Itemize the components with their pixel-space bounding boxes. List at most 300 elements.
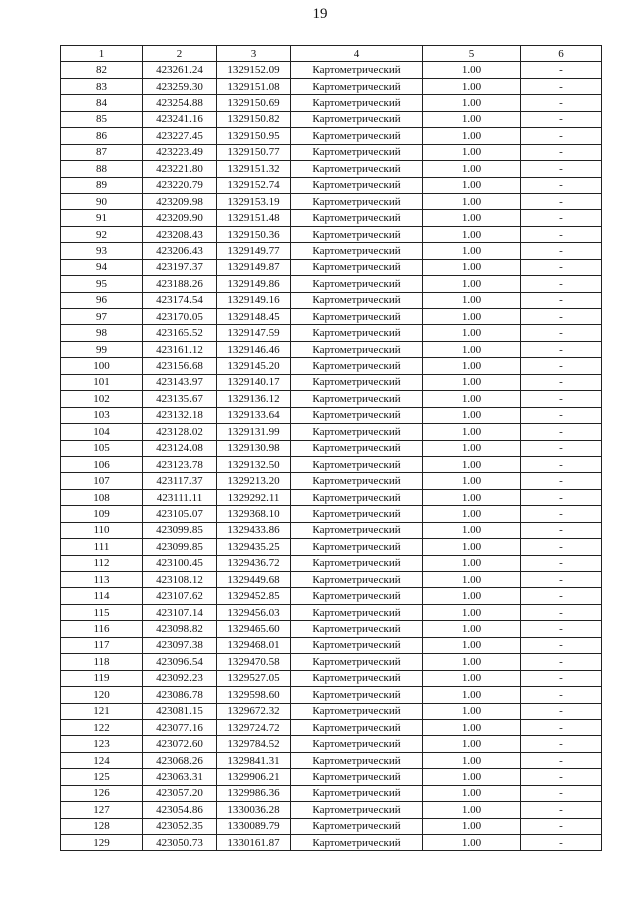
point-number-cell: 118	[61, 654, 143, 670]
description-cell: -	[521, 391, 602, 407]
description-cell: -	[521, 358, 602, 374]
table-row	[61, 292, 602, 308]
method-cell: Картометрический	[291, 539, 423, 555]
table-row	[61, 325, 602, 341]
point-number-cell: 120	[61, 687, 143, 703]
table-row	[61, 818, 602, 834]
method-cell: Картометрический	[291, 473, 423, 489]
point-number-cell: 112	[61, 555, 143, 571]
y-coordinate-cell: 1329150.77	[217, 144, 291, 160]
point-number-cell: 89	[61, 177, 143, 193]
description-cell: -	[521, 687, 602, 703]
x-coordinate-cell: 423057.20	[143, 785, 217, 801]
description-cell: -	[521, 456, 602, 472]
method-cell: Картометрический	[291, 522, 423, 538]
y-coordinate-cell: 1329449.68	[217, 572, 291, 588]
accuracy-cell: 1.00	[423, 161, 521, 177]
y-coordinate-cell: 1329152.74	[217, 177, 291, 193]
point-number-cell: 127	[61, 802, 143, 818]
point-number-cell: 128	[61, 818, 143, 834]
table-row	[61, 456, 602, 472]
column-header: 5	[423, 46, 521, 62]
description-cell: -	[521, 637, 602, 653]
y-coordinate-cell: 1329149.16	[217, 292, 291, 308]
accuracy-cell: 1.00	[423, 292, 521, 308]
method-cell: Картометрический	[291, 785, 423, 801]
x-coordinate-cell: 423098.82	[143, 621, 217, 637]
header-row	[61, 46, 602, 62]
x-coordinate-cell: 423174.54	[143, 292, 217, 308]
method-cell: Картометрический	[291, 341, 423, 357]
accuracy-cell: 1.00	[423, 539, 521, 555]
method-cell: Картометрический	[291, 489, 423, 505]
description-cell: -	[521, 424, 602, 440]
x-coordinate-cell: 423097.38	[143, 637, 217, 653]
x-coordinate-cell: 423221.80	[143, 161, 217, 177]
accuracy-cell: 1.00	[423, 177, 521, 193]
x-coordinate-cell: 423206.43	[143, 243, 217, 259]
point-number-cell: 119	[61, 670, 143, 686]
point-number-cell: 98	[61, 325, 143, 341]
accuracy-cell: 1.00	[423, 259, 521, 275]
accuracy-cell: 1.00	[423, 785, 521, 801]
description-cell: -	[521, 785, 602, 801]
y-coordinate-cell: 1330089.79	[217, 818, 291, 834]
method-cell: Картометрический	[291, 210, 423, 226]
table-row	[61, 637, 602, 653]
point-number-cell: 104	[61, 424, 143, 440]
description-cell: -	[521, 78, 602, 94]
y-coordinate-cell: 1329148.45	[217, 309, 291, 325]
point-number-cell: 108	[61, 489, 143, 505]
point-number-cell: 91	[61, 210, 143, 226]
method-cell: Картометрический	[291, 637, 423, 653]
point-number-cell: 109	[61, 506, 143, 522]
y-coordinate-cell: 1330036.28	[217, 802, 291, 818]
accuracy-cell: 1.00	[423, 687, 521, 703]
method-cell: Картометрический	[291, 670, 423, 686]
accuracy-cell: 1.00	[423, 555, 521, 571]
y-coordinate-cell: 1329986.36	[217, 785, 291, 801]
accuracy-cell: 1.00	[423, 341, 521, 357]
table-row	[61, 62, 602, 78]
description-cell: -	[521, 276, 602, 292]
description-cell: -	[521, 374, 602, 390]
accuracy-cell: 1.00	[423, 802, 521, 818]
description-cell: -	[521, 193, 602, 209]
y-coordinate-cell: 1329435.25	[217, 539, 291, 555]
method-cell: Картометрический	[291, 736, 423, 752]
y-coordinate-cell: 1329145.20	[217, 358, 291, 374]
table-row	[61, 210, 602, 226]
description-cell: -	[521, 835, 602, 851]
table-row	[61, 670, 602, 686]
y-coordinate-cell: 1329672.32	[217, 703, 291, 719]
accuracy-cell: 1.00	[423, 637, 521, 653]
description-cell: -	[521, 802, 602, 818]
table-row	[61, 309, 602, 325]
column-header: 6	[521, 46, 602, 62]
y-coordinate-cell: 1329151.32	[217, 161, 291, 177]
description-cell: -	[521, 95, 602, 111]
x-coordinate-cell: 423107.14	[143, 604, 217, 620]
y-coordinate-cell: 1329140.17	[217, 374, 291, 390]
method-cell: Картометрический	[291, 161, 423, 177]
point-number-cell: 115	[61, 604, 143, 620]
x-coordinate-cell: 423072.60	[143, 736, 217, 752]
table-row	[61, 719, 602, 735]
description-cell: -	[521, 621, 602, 637]
point-number-cell: 85	[61, 111, 143, 127]
description-cell: -	[521, 210, 602, 226]
accuracy-cell: 1.00	[423, 456, 521, 472]
method-cell: Картометрический	[291, 588, 423, 604]
accuracy-cell: 1.00	[423, 78, 521, 94]
page-number: 19	[312, 6, 328, 22]
point-number-cell: 122	[61, 719, 143, 735]
y-coordinate-cell: 1329150.36	[217, 226, 291, 242]
column-header: 3	[217, 46, 291, 62]
point-number-cell: 100	[61, 358, 143, 374]
method-cell: Картометрический	[291, 752, 423, 768]
point-number-cell: 106	[61, 456, 143, 472]
table-row	[61, 341, 602, 357]
y-coordinate-cell: 1329149.87	[217, 259, 291, 275]
point-number-cell: 86	[61, 128, 143, 144]
method-cell: Картометрический	[291, 703, 423, 719]
description-cell: -	[521, 407, 602, 423]
method-cell: Картометрический	[291, 292, 423, 308]
method-cell: Картометрический	[291, 555, 423, 571]
accuracy-cell: 1.00	[423, 703, 521, 719]
method-cell: Картометрический	[291, 818, 423, 834]
accuracy-cell: 1.00	[423, 522, 521, 538]
description-cell: -	[521, 177, 602, 193]
y-coordinate-cell: 1329150.69	[217, 95, 291, 111]
accuracy-cell: 1.00	[423, 276, 521, 292]
table-row	[61, 177, 602, 193]
accuracy-cell: 1.00	[423, 835, 521, 851]
y-coordinate-cell: 1329132.50	[217, 456, 291, 472]
method-cell: Картометрический	[291, 719, 423, 735]
y-coordinate-cell: 1329436.72	[217, 555, 291, 571]
y-coordinate-cell: 1329149.77	[217, 243, 291, 259]
point-number-cell: 103	[61, 407, 143, 423]
accuracy-cell: 1.00	[423, 111, 521, 127]
x-coordinate-cell: 423123.78	[143, 456, 217, 472]
accuracy-cell: 1.00	[423, 752, 521, 768]
point-number-cell: 117	[61, 637, 143, 653]
description-cell: -	[521, 654, 602, 670]
point-number-cell: 82	[61, 62, 143, 78]
point-number-cell: 99	[61, 341, 143, 357]
point-number-cell: 102	[61, 391, 143, 407]
y-coordinate-cell: 1329130.98	[217, 440, 291, 456]
y-coordinate-cell: 1329133.64	[217, 407, 291, 423]
x-coordinate-cell: 423128.02	[143, 424, 217, 440]
point-number-cell: 105	[61, 440, 143, 456]
accuracy-cell: 1.00	[423, 440, 521, 456]
point-number-cell: 113	[61, 572, 143, 588]
description-cell: -	[521, 325, 602, 341]
description-cell: -	[521, 719, 602, 735]
accuracy-cell: 1.00	[423, 769, 521, 785]
y-coordinate-cell: 1329906.21	[217, 769, 291, 785]
x-coordinate-cell: 423108.12	[143, 572, 217, 588]
y-coordinate-cell: 1329452.85	[217, 588, 291, 604]
method-cell: Картометрический	[291, 424, 423, 440]
y-coordinate-cell: 1329598.60	[217, 687, 291, 703]
accuracy-cell: 1.00	[423, 62, 521, 78]
method-cell: Картометрический	[291, 407, 423, 423]
y-coordinate-cell: 1329433.86	[217, 522, 291, 538]
y-coordinate-cell: 1330161.87	[217, 835, 291, 851]
x-coordinate-cell: 423052.35	[143, 818, 217, 834]
method-cell: Картометрический	[291, 259, 423, 275]
description-cell: -	[521, 539, 602, 555]
x-coordinate-cell: 423241.16	[143, 111, 217, 127]
y-coordinate-cell: 1329149.86	[217, 276, 291, 292]
x-coordinate-cell: 423188.26	[143, 276, 217, 292]
x-coordinate-cell: 423156.68	[143, 358, 217, 374]
table-row	[61, 588, 602, 604]
y-coordinate-cell: 1329131.99	[217, 424, 291, 440]
point-number-cell: 111	[61, 539, 143, 555]
point-number-cell: 94	[61, 259, 143, 275]
y-coordinate-cell: 1329151.48	[217, 210, 291, 226]
x-coordinate-cell: 423099.85	[143, 539, 217, 555]
description-cell: -	[521, 703, 602, 719]
description-cell: -	[521, 128, 602, 144]
accuracy-cell: 1.00	[423, 604, 521, 620]
point-number-cell: 124	[61, 752, 143, 768]
table-row	[61, 391, 602, 407]
accuracy-cell: 1.00	[423, 621, 521, 637]
method-cell: Картометрический	[291, 193, 423, 209]
table-row	[61, 835, 602, 851]
x-coordinate-cell: 423068.26	[143, 752, 217, 768]
description-cell: -	[521, 522, 602, 538]
accuracy-cell: 1.00	[423, 670, 521, 686]
x-coordinate-cell: 423209.90	[143, 210, 217, 226]
x-coordinate-cell: 423223.49	[143, 144, 217, 160]
table-row	[61, 703, 602, 719]
y-coordinate-cell: 1329456.03	[217, 604, 291, 620]
description-cell: -	[521, 111, 602, 127]
accuracy-cell: 1.00	[423, 144, 521, 160]
table-row	[61, 654, 602, 670]
accuracy-cell: 1.00	[423, 193, 521, 209]
x-coordinate-cell: 423135.67	[143, 391, 217, 407]
table-row	[61, 489, 602, 505]
description-cell: -	[521, 473, 602, 489]
y-coordinate-cell: 1329724.72	[217, 719, 291, 735]
method-cell: Картометрический	[291, 78, 423, 94]
accuracy-cell: 1.00	[423, 489, 521, 505]
x-coordinate-cell: 423100.45	[143, 555, 217, 571]
table-row	[61, 785, 602, 801]
table-row	[61, 736, 602, 752]
table-row	[61, 243, 602, 259]
table-row	[61, 259, 602, 275]
point-number-cell: 83	[61, 78, 143, 94]
table-row	[61, 78, 602, 94]
table-row	[61, 144, 602, 160]
accuracy-cell: 1.00	[423, 654, 521, 670]
method-cell: Картометрический	[291, 243, 423, 259]
y-coordinate-cell: 1329136.12	[217, 391, 291, 407]
x-coordinate-cell: 423209.98	[143, 193, 217, 209]
x-coordinate-cell: 423081.15	[143, 703, 217, 719]
y-coordinate-cell: 1329153.19	[217, 193, 291, 209]
y-coordinate-cell: 1329368.10	[217, 506, 291, 522]
point-number-cell: 96	[61, 292, 143, 308]
x-coordinate-cell: 423077.16	[143, 719, 217, 735]
table-row	[61, 424, 602, 440]
x-coordinate-cell: 423259.30	[143, 78, 217, 94]
accuracy-cell: 1.00	[423, 309, 521, 325]
point-number-cell: 107	[61, 473, 143, 489]
point-number-cell: 95	[61, 276, 143, 292]
x-coordinate-cell: 423208.43	[143, 226, 217, 242]
table-row	[61, 193, 602, 209]
column-header: 2	[143, 46, 217, 62]
description-cell: -	[521, 440, 602, 456]
description-cell: -	[521, 226, 602, 242]
accuracy-cell: 1.00	[423, 95, 521, 111]
y-coordinate-cell: 1329151.08	[217, 78, 291, 94]
y-coordinate-cell: 1329470.58	[217, 654, 291, 670]
table-row	[61, 687, 602, 703]
table-row	[61, 440, 602, 456]
x-coordinate-cell: 423170.05	[143, 309, 217, 325]
column-header: 1	[61, 46, 143, 62]
y-coordinate-cell: 1329150.82	[217, 111, 291, 127]
table-row	[61, 374, 602, 390]
method-cell: Картометрический	[291, 440, 423, 456]
x-coordinate-cell: 423124.08	[143, 440, 217, 456]
method-cell: Картометрический	[291, 456, 423, 472]
accuracy-cell: 1.00	[423, 325, 521, 341]
method-cell: Картометрический	[291, 128, 423, 144]
point-number-cell: 110	[61, 522, 143, 538]
description-cell: -	[521, 341, 602, 357]
method-cell: Картометрический	[291, 391, 423, 407]
accuracy-cell: 1.00	[423, 588, 521, 604]
point-number-cell: 93	[61, 243, 143, 259]
method-cell: Картометрический	[291, 111, 423, 127]
description-cell: -	[521, 769, 602, 785]
method-cell: Картометрический	[291, 654, 423, 670]
y-coordinate-cell: 1329468.01	[217, 637, 291, 653]
description-cell: -	[521, 818, 602, 834]
y-coordinate-cell: 1329292.11	[217, 489, 291, 505]
method-cell: Картометрический	[291, 276, 423, 292]
x-coordinate-cell: 423054.86	[143, 802, 217, 818]
table-row	[61, 473, 602, 489]
accuracy-cell: 1.00	[423, 473, 521, 489]
y-coordinate-cell: 1329784.52	[217, 736, 291, 752]
table-row	[61, 802, 602, 818]
table-row	[61, 752, 602, 768]
x-coordinate-cell: 423107.62	[143, 588, 217, 604]
x-coordinate-cell: 423132.18	[143, 407, 217, 423]
table-row	[61, 539, 602, 555]
accuracy-cell: 1.00	[423, 736, 521, 752]
point-number-cell: 129	[61, 835, 143, 851]
accuracy-cell: 1.00	[423, 424, 521, 440]
table-row	[61, 95, 602, 111]
description-cell: -	[521, 506, 602, 522]
x-coordinate-cell: 423063.31	[143, 769, 217, 785]
coordinates-table	[60, 45, 602, 851]
table-row	[61, 407, 602, 423]
y-coordinate-cell: 1329841.31	[217, 752, 291, 768]
table-row	[61, 604, 602, 620]
x-coordinate-cell: 423105.07	[143, 506, 217, 522]
point-number-cell: 92	[61, 226, 143, 242]
y-coordinate-cell: 1329465.60	[217, 621, 291, 637]
description-cell: -	[521, 736, 602, 752]
method-cell: Картометрический	[291, 621, 423, 637]
y-coordinate-cell: 1329213.20	[217, 473, 291, 489]
description-cell: -	[521, 62, 602, 78]
accuracy-cell: 1.00	[423, 358, 521, 374]
method-cell: Картометрический	[291, 835, 423, 851]
method-cell: Картометрический	[291, 687, 423, 703]
description-cell: -	[521, 670, 602, 686]
table-row	[61, 769, 602, 785]
description-cell: -	[521, 489, 602, 505]
accuracy-cell: 1.00	[423, 374, 521, 390]
description-cell: -	[521, 572, 602, 588]
accuracy-cell: 1.00	[423, 818, 521, 834]
point-number-cell: 87	[61, 144, 143, 160]
table-row	[61, 161, 602, 177]
x-coordinate-cell: 423197.37	[143, 259, 217, 275]
point-number-cell: 101	[61, 374, 143, 390]
y-coordinate-cell: 1329146.46	[217, 341, 291, 357]
x-coordinate-cell: 423099.85	[143, 522, 217, 538]
y-coordinate-cell: 1329527.05	[217, 670, 291, 686]
x-coordinate-cell: 423111.11	[143, 489, 217, 505]
point-number-cell: 126	[61, 785, 143, 801]
x-coordinate-cell: 423092.23	[143, 670, 217, 686]
method-cell: Картометрический	[291, 144, 423, 160]
table-row	[61, 555, 602, 571]
method-cell: Картометрический	[291, 226, 423, 242]
method-cell: Картометрический	[291, 506, 423, 522]
x-coordinate-cell: 423254.88	[143, 95, 217, 111]
description-cell: -	[521, 604, 602, 620]
accuracy-cell: 1.00	[423, 719, 521, 735]
method-cell: Картометрический	[291, 572, 423, 588]
method-cell: Картометрический	[291, 95, 423, 111]
description-cell: -	[521, 259, 602, 275]
x-coordinate-cell: 423227.45	[143, 128, 217, 144]
x-coordinate-cell: 423165.52	[143, 325, 217, 341]
description-cell: -	[521, 752, 602, 768]
description-cell: -	[521, 243, 602, 259]
method-cell: Картометрический	[291, 177, 423, 193]
method-cell: Картометрический	[291, 62, 423, 78]
method-cell: Картометрический	[291, 309, 423, 325]
description-cell: -	[521, 144, 602, 160]
table-row	[61, 522, 602, 538]
description-cell: -	[521, 292, 602, 308]
x-coordinate-cell: 423220.79	[143, 177, 217, 193]
accuracy-cell: 1.00	[423, 506, 521, 522]
